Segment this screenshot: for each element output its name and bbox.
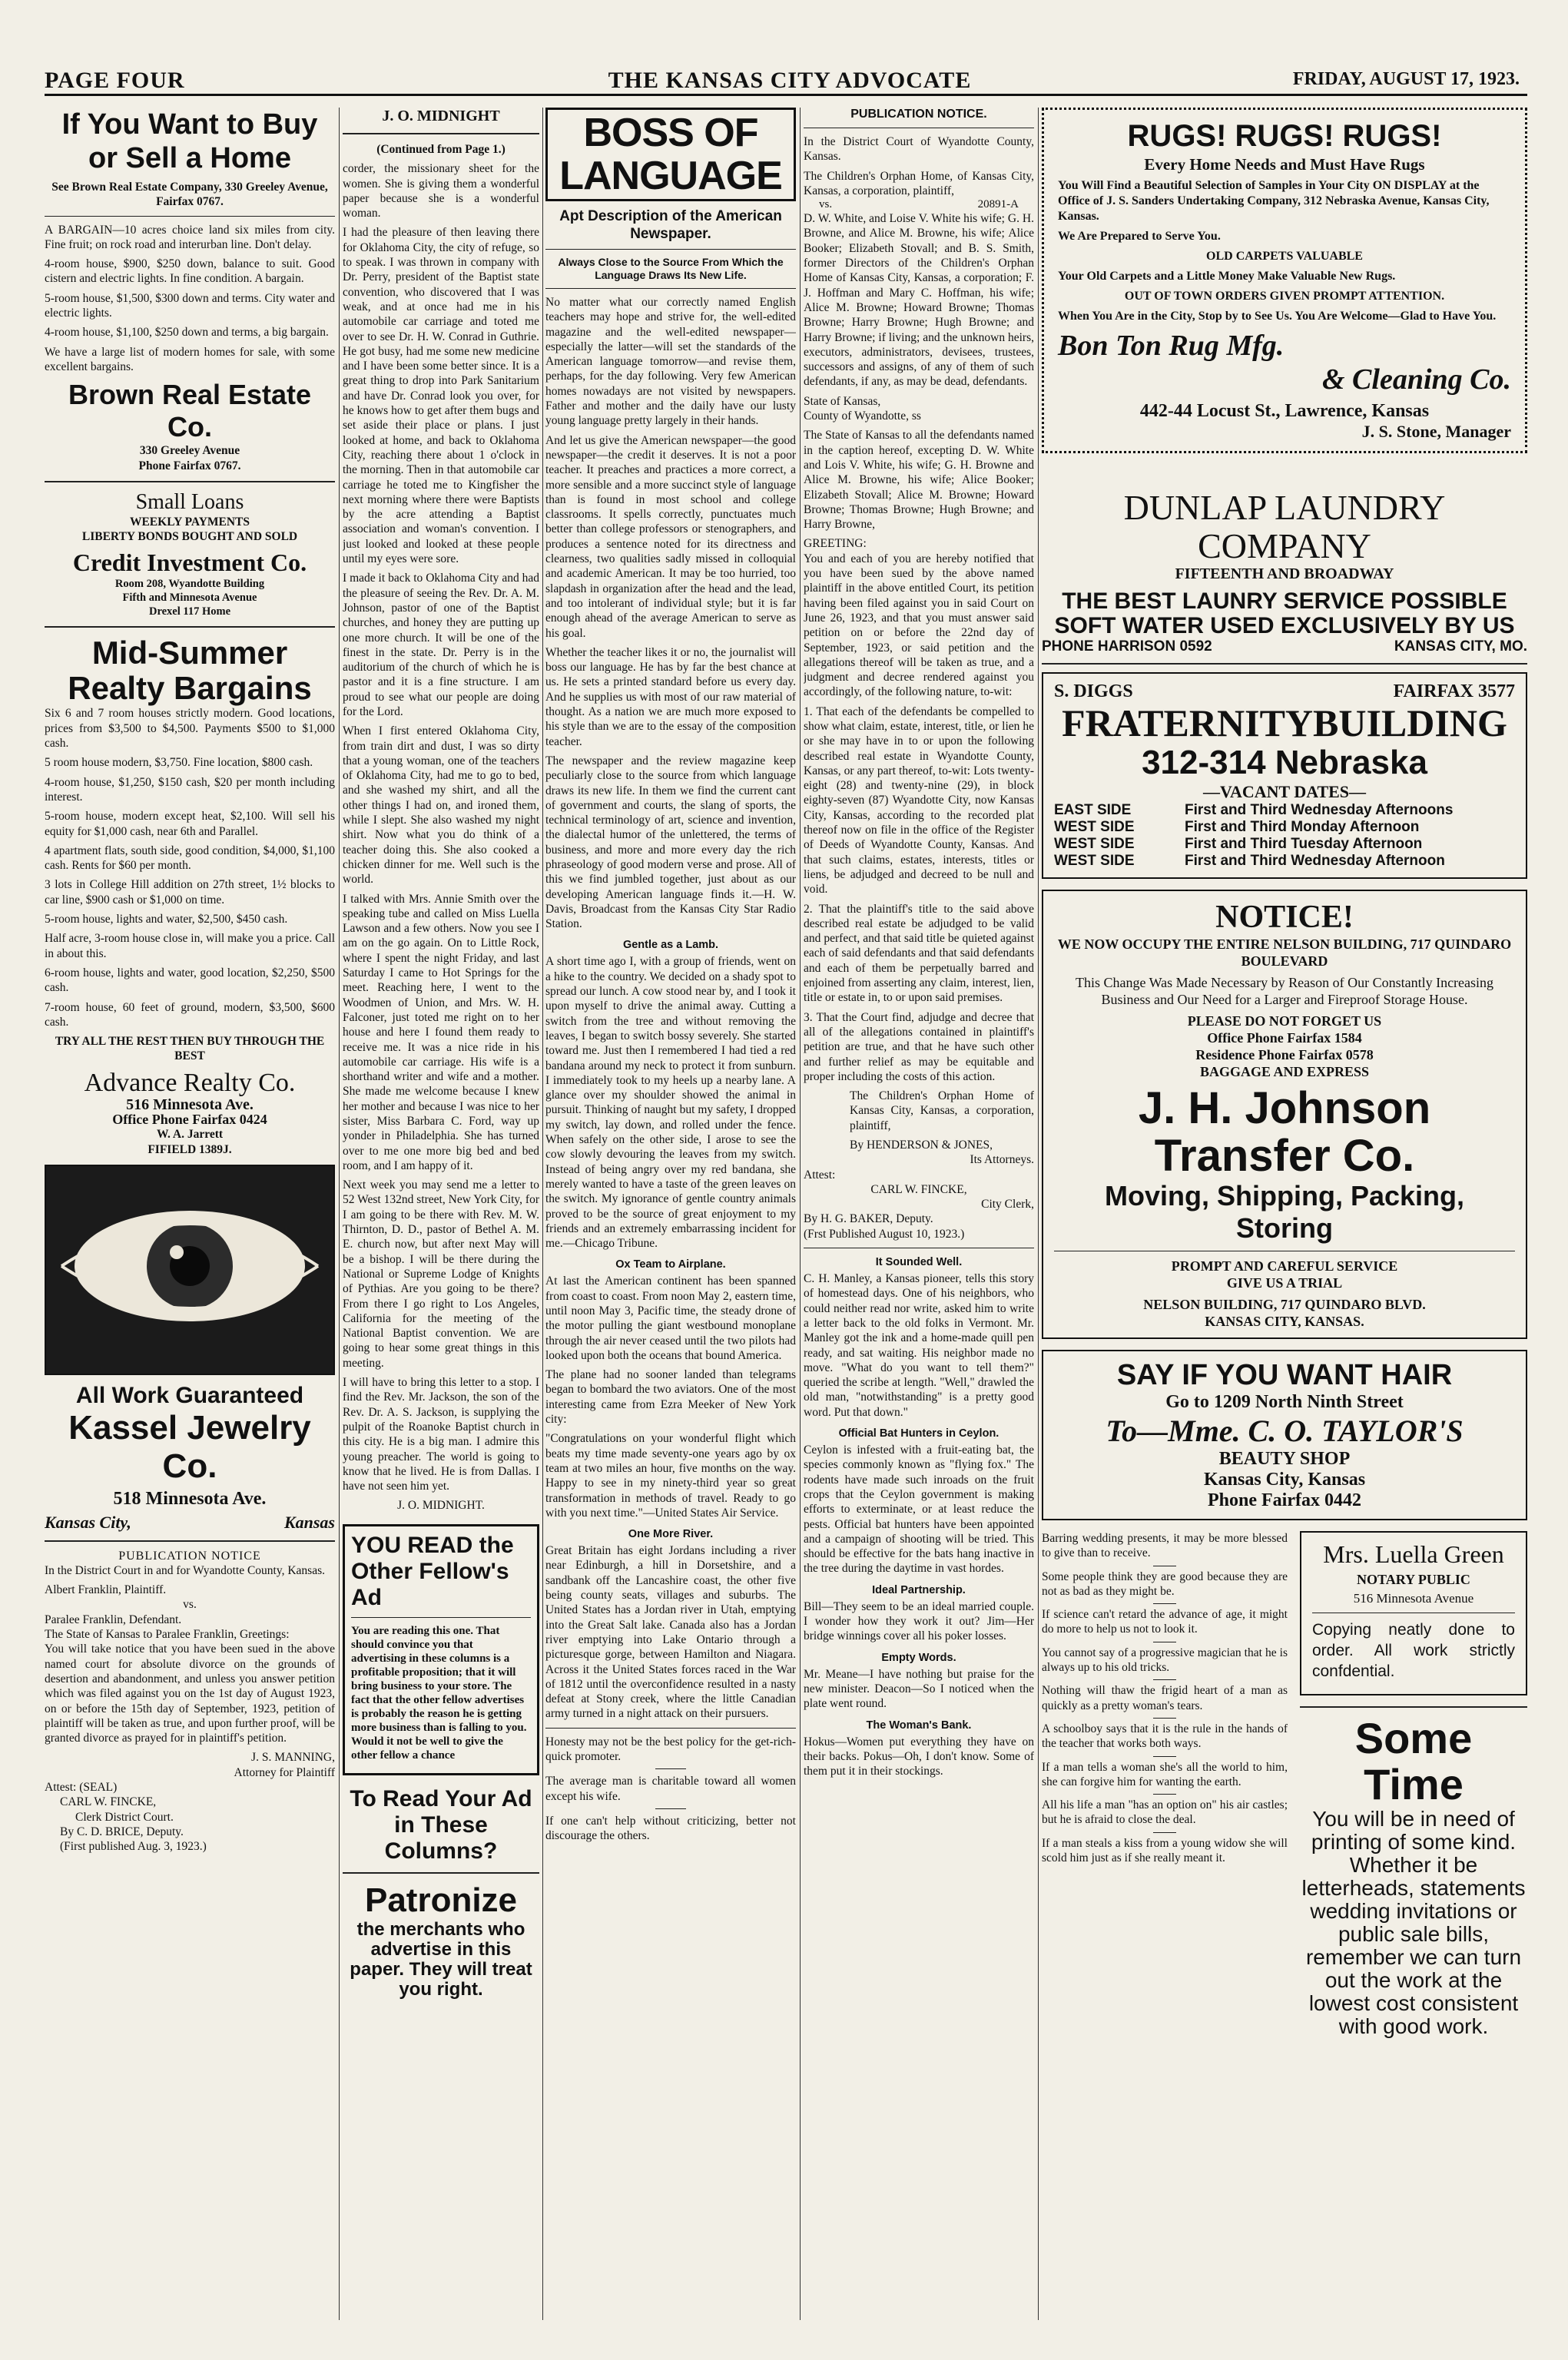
listing: We have a large list of modern homes for sale, with some excellent bargains. bbox=[45, 345, 335, 373]
listing: 5-room house, $1,500, $300 down and terms. City water and electric lights. bbox=[45, 291, 335, 320]
dunlap-soft: SOFT WATER USED EXCLUSIVELY BY US bbox=[1054, 613, 1515, 638]
article-paragraph: Bill—They seem to be an ideal married couple. I wonder how they work it out? Jim—Her bridge winnings cover all his poker losses. bbox=[804, 1599, 1034, 1643]
luella-name: Mrs. Luella Green bbox=[1323, 1540, 1504, 1568]
column-rule bbox=[1038, 108, 1039, 2320]
realty-item: 4 apartment flats, south side, good condition, $4,000, $1,100 cash. Rents for $60 per month. bbox=[45, 844, 335, 873]
mid-summer-title: Mid-Summer Realty Bargains bbox=[68, 635, 312, 707]
kassel-state: Kansas bbox=[283, 1512, 335, 1532]
realty-item: 5-room house, lights and water, $2,500, $450 cash. bbox=[45, 913, 288, 926]
brown-phone: Phone Fairfax 0767. bbox=[138, 459, 241, 472]
notice-line: 3. That the Court find, adjudge and decree that all of the allegations contained in plaintiff's petition are true, and that he have such other and further relief as may be equitable and proper including the costs of this action. bbox=[804, 1010, 1034, 1083]
frat-vacant: —VACANT DATES— bbox=[1202, 782, 1367, 801]
article-paragraph: When I first entered Oklahoma City, from train dirt and dust, I was so dirty that a young woman, one of the teachers of Oklahoma City, had me to go to bed, and she washed my shirt, and all the other things I had on, and ironed them, while I slept. She also washed my night shirt. Now what you do think of a teacher doing this. She also cooked a chicken dinner for me. Well such is the world. bbox=[343, 724, 539, 887]
publication-notice-title: PUBLICATION NOTICE. bbox=[850, 108, 987, 121]
rugs-sub: Every Home Needs and Must Have Rugs bbox=[1144, 155, 1425, 174]
notice-line: In the District Court in and for Wyandotte County, Kansas. bbox=[45, 1563, 325, 1577]
notice-line: County of Wyandotte, ss bbox=[804, 409, 921, 423]
frat-row bbox=[1054, 802, 1515, 819]
notice-clerk: CARL W. FINCKE, bbox=[60, 1795, 157, 1809]
filler-item: All his life a man "has an option on" his air castles; but he is afraid to close the deal. bbox=[1042, 1798, 1288, 1827]
midnight-title: J. O. MIDNIGHT bbox=[382, 108, 500, 124]
article-paragraph: The newspaper and the review magazine keep peculiarly close to the source from which language draws its new life. In them we find the current cant of government and courts, the slang of sports, the technical terminology of art, science and invention, the dialectal humor of the unlettered, the terms of business, and more and more every day the rich phraseology of good modern verse and prose. All of this we find jumbled together, just about as our developing American language finds it.—H. W. Davis, Broadcast from the Kansas City Star Radio Station. bbox=[545, 754, 796, 931]
boss-deck: Always Close to the Source From Which the Language Draws Its New Life. bbox=[558, 256, 784, 281]
luella-title: NOTARY PUBLIC bbox=[1357, 1572, 1470, 1587]
realty-item: Half acre, 3-room house close in, will make you a price. Call in about this. bbox=[45, 932, 335, 960]
notice-attest: Attest: bbox=[804, 1168, 836, 1182]
listing: 4-room house, $1,100, $250 down and terms, a big bargain. bbox=[45, 326, 329, 340]
loans-title: Small Loans bbox=[135, 489, 244, 514]
article-paragraph: "Congratulations on your wonderful flight which beats my time made seventy-one years ago by ox team at two miles an hour, five months on the way. Happy to see in my ninety-third year so great transformation in methods of travel. Ready to go with you next time."—United States Air Service. bbox=[545, 1432, 796, 1520]
column-3 bbox=[545, 108, 796, 2320]
realty-item: 4-room house, $1,250, $150 cash, $20 per month including interest. bbox=[45, 775, 335, 804]
frat-row bbox=[1054, 853, 1515, 870]
you-read-text: You are reading this one. That should convince you that advertising in these columns is a profitable proposition; that it will bring business to your store. The fact that the other fellow advertises is probably the reason he is getting more business than is falling to you. Would it not be well to give the other fellow a chance bbox=[351, 1624, 527, 1762]
frat-when: First and Third Monday Afternoon bbox=[1185, 819, 1420, 835]
advance-address: 516 Minnesota Ave. bbox=[126, 1095, 254, 1113]
divider bbox=[1153, 1794, 1176, 1795]
notice-line: This Change Was Made Necessary by Reason of Our Constantly Increasing Business and Our Need for a Larger and Fireproof Storage House. bbox=[1075, 975, 1494, 1007]
frat-phone: FAIRFAX 3577 bbox=[1393, 681, 1515, 701]
notice-signature: Its Attorneys. bbox=[970, 1153, 1034, 1167]
boss-of-language-headline: BOSS OF LANGUAGE bbox=[545, 108, 796, 201]
advance-phone: Office Phone Fairfax 0424 bbox=[112, 1111, 267, 1127]
kassel-guarantee: All Work Guaranteed bbox=[75, 1382, 304, 1408]
realty-item: 7-room house, 60 feet of ground, modern, $3,500, $600 cash. bbox=[45, 1000, 335, 1029]
some-time-headline: Some Time bbox=[1354, 1714, 1473, 1808]
fraternity-building-ad bbox=[1042, 672, 1527, 879]
notice-line: 2. That the plaintiff's title to the said above described real estate be adjudged to be valid and perfect, and that said title be quieted against each of said defendants and that said defendants and each of them be perpetually barred and enjoined from asserting any claim, interest, lien, title or estate in, to or upon said premises. bbox=[804, 902, 1034, 1005]
divider bbox=[545, 288, 796, 289]
credit-line: Room 208, Wyandotte Building bbox=[114, 578, 265, 591]
article-paragraph: Hokus—Women put everything they have on their backs. Pokus—Oh, I don't know. Some of them put it in their stockings. bbox=[804, 1735, 1034, 1778]
listing: 4-room house, $900, $250 down, balance to suit. Good cistern and electric lights. In fine condition. A bargain. bbox=[45, 257, 335, 286]
notice-title: NOTICE! bbox=[1215, 900, 1354, 935]
hair-go: Go to 1209 North Ninth Street bbox=[1165, 1392, 1404, 1412]
kassel-city: Kansas City, bbox=[45, 1512, 131, 1532]
divider bbox=[1153, 1718, 1176, 1719]
advance-fifield: FIFIELD 1389J. bbox=[148, 1142, 232, 1156]
notice-clerk: CARL W. FINCKE, bbox=[870, 1182, 967, 1196]
divider bbox=[1153, 1756, 1176, 1757]
filler-item: If a man steals a kiss from a young widow she will scold him just as if she really meant it. bbox=[1042, 1836, 1288, 1865]
rugs-when: When You Are in the City, Stop by to See Us. You Are Welcome—Glad to Have You. bbox=[1058, 310, 1497, 323]
page-label: PAGE FOUR bbox=[45, 68, 185, 93]
divider bbox=[45, 1540, 335, 1542]
section-title: Official Bat Hunters in Ceylon. bbox=[838, 1427, 999, 1440]
dunlap-phone: PHONE HARRISON 0592 bbox=[1042, 638, 1212, 655]
notice-vs: vs. bbox=[819, 198, 833, 211]
notice-signature: J. S. MANNING, bbox=[251, 1751, 335, 1765]
section-title: The Woman's Bank. bbox=[866, 1719, 972, 1732]
notice-clerk: City Clerk, bbox=[981, 1198, 1034, 1211]
johnson-building: NELSON BUILDING, 717 QUINDARO BLVD. bbox=[1143, 1297, 1426, 1312]
notice-line: The State of Kansas to all the defendants named in the caption hereof, excepting D. W. White and Lois V. White, his wife; G. H. Browne and Alice M. Browne, his wife; Alice Booker; Elizabeth Stovall; Alice M. Browne; Howard Browne; Thomas Browne; Hugh Browne; and Harry Browne, bbox=[804, 429, 1034, 532]
brown-intro: See Brown Real Estate Company, 330 Greeley Avenue, Fairfax 0767. bbox=[51, 181, 328, 209]
notice-line: The Children's Orphan Home, of Kansas City, Kansas, a corporation, plaintiff, bbox=[804, 169, 1034, 197]
notice-deputy: By H. G. BAKER, Deputy. bbox=[804, 1212, 933, 1226]
rugs-text: You Will Find a Beautiful Selection of Samples in Your City ON DISPLAY at the Office of J. S. Sanders Undertaking Company, 312 Nebraska Avenue, Kansas City, Kansas. bbox=[1058, 179, 1490, 223]
masthead bbox=[45, 68, 1527, 96]
johnson-moving: Moving, Shipping, Packing, Storing bbox=[1104, 1180, 1465, 1244]
hair-shop: BEAUTY SHOP bbox=[1218, 1449, 1351, 1469]
column-rule bbox=[800, 108, 801, 2320]
notice-line: vs. bbox=[183, 1598, 197, 1612]
luella-ad bbox=[1300, 1531, 1527, 1695]
frat-side: WEST SIDE bbox=[1054, 836, 1135, 852]
divider bbox=[545, 1728, 796, 1729]
notice-residence: Residence Phone Fairfax 0578 bbox=[1195, 1047, 1374, 1062]
article-paragraph: corder, the missionary sheet for the women. She is giving them a wonderful paper because she is a wonderful woman. bbox=[343, 162, 539, 220]
realty-item: Six 6 and 7 room houses strictly modern. Good locations, prices from $3,500 to $4,500. Payments $500 to $1,000 cash. bbox=[45, 707, 335, 751]
johnson-trial: GIVE US A TRIAL bbox=[1226, 1275, 1343, 1291]
notice-clerk: Clerk District Court. bbox=[75, 1810, 174, 1824]
notice-signature: By HENDERSON & JONES, bbox=[850, 1139, 993, 1152]
section-title: One More River. bbox=[628, 1528, 714, 1541]
publication-notice-title: PUBLICATION NOTICE bbox=[118, 1549, 261, 1563]
brown-address: 330 Greeley Avenue bbox=[139, 444, 240, 458]
notice-line: D. W. White, and Loise V. White his wife; G. H. Browne, and Alice M. Browne, his wife; Alice Booker; Elizabeth Stovall; and B. S. Smith, former Directors of the Children's Orphan Home of Kansas City, Kansas, a corporation; F. J. Hoffman and Mary C. Hoffman, his wife; Alice M. Browne; Howard Browne; Thomas Browne; Harry Browne; Hugh Browne; and Harry Browne; if living; and the unknown heirs, executors, administrators, devisees, trustees, successors and assigns, of any of them of such defendants, if any, as may be dead, defendants. bbox=[804, 212, 1034, 389]
article-paragraph: I had the pleasure of then leaving there for Oklahoma City, the city of refuge, so to speak. I was thrown in company with Dr. Perry, president of the Baptist state convention, who discovered that I was weak, and at once had me in his automobile car carriage and toted me over to see Dr. H. W. Conrad in Guthrie. He got busy, had me some new medicine and I have been some better since. It is a great thing to drop into Park Sanitarium and have Dr. Conrad look you over, for he knows how to get after them bugs and set aside their place or plans. I just looked at home, and back to Oklahoma City, reaching there about 1 o'clock in the morning. Then in that automobile car carriage he toted me to Kingfisher the next morning where there were Baptists by the acre attending a Baptist association and woman's convention. I just looked and looked at these people until my eyes were sore. bbox=[343, 226, 539, 566]
bonton-name-2: & Cleaning Co. bbox=[1322, 363, 1511, 396]
article-paragraph: At last the American continent has been spanned from coast to coast. From noon May 2, eastern time, until noon May 3, Pacific time, the steady drone of the motor pulling the giant westbound monoplane through the air never ceased until the two pilots had looked upon both the oceans that bound America. bbox=[545, 1274, 796, 1362]
frat-side: WEST SIDE bbox=[1054, 853, 1135, 869]
notice-line: You will take notice that you have been sued in the above named court for absolute divorce on the grounds of desertion and abandonment, and unless you answer petition which was filed against you on the 1st day of August 1923, on or before the 15th day of September, 1923, petition of plaintiff will be taken as true, and upon further proof, will be granted divorce as prayed for in plaintiff's petition. bbox=[45, 1642, 335, 1745]
credit-line: Drexel 117 Home bbox=[148, 605, 231, 618]
dunlap-best: THE BEST LAUNRY SERVICE POSSIBLE bbox=[1062, 588, 1507, 614]
kassel-address: 518 Minnesota Ave. bbox=[113, 1488, 267, 1509]
issue-date: FRIDAY, AUGUST 17, 1923. bbox=[1292, 69, 1520, 89]
you-read-headline: YOU READ the Other Fellow's Ad bbox=[351, 1532, 514, 1610]
article-paragraph: I talked with Mrs. Annie Smith over the speaking tube and called on Miss Luella Lawson and a few others. Now you see I am on the go again. On to Little Rock, where I spent the night Friday, and last Saturday I came to Hot Springs for the meet. Reaching here, I went to the Woodmen of Union, and Mrs. W. H. Falconer, just toted me right on to her house and here I found them ready to receive me. It was a nice ride in his automobile car carriage. His wife is a shorthand writer and wife and a mother. She made me welcome because I knew her mother and because I was nice to her sister, Miss Barbara C. Ford, way up yonder in Philadelphia. She has turned over to me one more big bed and bed room, and I am happy of it. bbox=[343, 892, 539, 1172]
section-title: It Sounded Well. bbox=[875, 1256, 963, 1269]
filler-item: You cannot say of a progressive magician that he is always up to his old tricks. bbox=[1042, 1646, 1288, 1675]
article-paragraph: Ceylon is infested with a fruit-eating bat, the species commonly known as "flying fox." The rodents have made such inroads on the fruit crops that the Ceylon government is making efforts to exterminate, or at least reduce the pests. Official bat hunters have been appointed and a campaign of shooting will be tried. This should be effective for the bats hang inactive in the tree during the daytime in vast hordes. bbox=[804, 1444, 1034, 1576]
rugs-old: OLD CARPETS VALUABLE bbox=[1206, 250, 1363, 263]
notice-attest: Attest: (SEAL) bbox=[45, 1781, 118, 1795]
dunlap-city: KANSAS CITY, MO. bbox=[1394, 638, 1527, 655]
notice-office: Office Phone Fairfax 1584 bbox=[1207, 1030, 1362, 1046]
luella-text: Copying neatly done to order. All work strictly confdential. bbox=[1312, 1621, 1515, 1680]
listing: A BARGAIN—10 acres choice land six miles from city. Fine fruit; on rock road and interurban line. Don't delay. bbox=[45, 223, 335, 251]
article-paragraph: I will have to bring this letter to a stop. I find the Rev. Mr. Jackson, the son of the Rev. Dr. A. S. Jackson, is supplying the pulpit of the Roanoke Baptist church in this city. He is a big man. I admire this young preacher. The world is going to know that he lived. He is from Dallas. I have not seen him yet. bbox=[343, 1376, 539, 1493]
bonton-address: 442-44 Locust St., Lawrence, Kansas bbox=[1139, 401, 1430, 421]
frat-owner: S. DIGGS bbox=[1054, 681, 1133, 701]
credit-line: Fifth and Minnesota Avenue bbox=[122, 592, 257, 605]
realty-item: 6-room house, lights and water, good location, $2,250, $500 cash. bbox=[45, 966, 335, 995]
rugs-title: RUGS! RUGS! RUGS! bbox=[1127, 119, 1442, 153]
filler-item: If science can't retard the advance of age, it might do more to help us not to look it. bbox=[1042, 1608, 1288, 1636]
hair-title: SAY IF YOU WANT HAIR bbox=[1116, 1359, 1453, 1391]
you-read-ad-box bbox=[343, 1524, 539, 1775]
column-rule bbox=[542, 108, 543, 2320]
article-paragraph: Mr. Meane—I have nothing but praise for the new minister. Deacon—So I noticed when the plate went round. bbox=[804, 1667, 1034, 1711]
divider bbox=[1153, 1679, 1176, 1680]
column-5 bbox=[1042, 108, 1527, 2320]
frat-row bbox=[1054, 819, 1515, 836]
column-2 bbox=[343, 108, 539, 2320]
loans-line: LIBERTY BONDS BOUGHT AND SOLD bbox=[81, 530, 298, 544]
divider bbox=[655, 1768, 686, 1769]
notice-first-published: (First published Aug. 3, 1923.) bbox=[60, 1840, 207, 1854]
rugs-ad bbox=[1042, 108, 1527, 453]
article-paragraph: Whether the teacher likes it or no, the journalist will boss our language. He has by far the best chance at us. He sets a printed standard before us every day. And he supplies us with most of our raw material of thought. As a nation we are much more exposed to his style than we are to the essay of the composition teacher. bbox=[545, 645, 796, 748]
notice-line: Albert Franklin, Plaintiff. bbox=[45, 1583, 167, 1597]
notice-line: The State of Kansas to Paralee Franklin, Greetings: bbox=[45, 1628, 290, 1642]
hair-taylor: To—Mme. C. O. TAYLOR'S bbox=[1106, 1414, 1464, 1448]
hair-city: Kansas City, Kansas bbox=[1203, 1470, 1366, 1490]
johnson-transfer-ad bbox=[1042, 890, 1527, 1339]
article-paragraph: And let us give the American newspaper—the good newspaper—the credit it deserves. It is not a poor teacher. It preaches and practices a more correct, a more sensible and a more succinct style of language than is found in most school and college classrooms. It spells correctly, punctuates much better than college professors or stenographers, and produces a sentence noted for its directness and clearness, two qualities sadly missed in colloquial and academic American. It may be too hurried, too slapdash in organization after the head and the lead, and too intolerant of individual style; but it is far enough ahead of the average American to serve as his goal. bbox=[545, 433, 796, 640]
frat-when: First and Third Wednesday Afternoon bbox=[1185, 853, 1445, 869]
filler-item: A schoolboy says that it is the rule in the hands of the teacher that works both ways. bbox=[1042, 1722, 1288, 1751]
article-paragraph: No matter what our correctly named English teachers may hope and strive for, the well-edited magazine and the well-edited newspaper—especially the latter—will set the standards of the American language tomorrow—and revise them, perhaps, for the day following. Very few American homes nowadays are not visited by newspapers. Father and mother and the daily have our lusty young language pretty largely in their hands. bbox=[545, 296, 796, 428]
frat-header-row bbox=[1054, 681, 1515, 702]
divider bbox=[351, 1617, 531, 1618]
realty-item: 5 room house modern, $3,750. Fine location, $800 cash. bbox=[45, 756, 313, 770]
frat-side: WEST SIDE bbox=[1054, 819, 1135, 835]
frat-when: First and Third Tuesday Afternoon bbox=[1185, 836, 1423, 852]
brown-realty-name: Brown Real Estate Co. bbox=[68, 379, 312, 443]
bonton-manager: J. S. Stone, Manager bbox=[1361, 422, 1511, 441]
divider bbox=[1153, 1603, 1176, 1604]
kassel-name: Kassel Jewelry Co. bbox=[68, 1408, 311, 1485]
filler-item: Some people think they are good because they are not as bad as they might be. bbox=[1042, 1569, 1288, 1598]
some-time-text: You will be in need of printing of some kind. Whether it be letterheads, statements wedding invitations or public sale bills, remember we can turn out the work at the lowest cost consistent with good work. bbox=[1301, 1807, 1526, 2038]
rugs-out: OUT OF TOWN ORDERS GIVEN PROMPT ATTENTION. bbox=[1124, 290, 1445, 303]
advance-realty-name: Advance Realty Co. bbox=[84, 1068, 296, 1097]
fillers-column bbox=[1042, 1531, 1288, 2038]
notice-forget: PLEASE DO NOT FORGET US bbox=[1187, 1013, 1382, 1029]
frat-address: 312-314 Nebraska bbox=[1142, 744, 1427, 781]
right-ads-column bbox=[1300, 1531, 1527, 2038]
divider bbox=[45, 626, 335, 628]
bonton-name: Bon Ton Rug Mfg. bbox=[1058, 330, 1285, 362]
article-paragraph: A short time ago I, with a group of friends, went on a hike to the country. We decided on a shady spot to spread our lunch. A cow stood near by, and I took it upon myself to drive the animal away. Cutting a switch from the tree and without removing the leaves, I began to switch bossy severely. She started toward me. Just then I remembered I had tied a red bandana around my neck to protect it from sunburn. I immediately took to my heels up a nearby lane. A glance over my shoulder showed the animal in pursuit. Thinking of naught but my safety, I dropped my switch, lay down, and rolled under the fence. When safely on the other side, I arose to see the cow slowly devouring the leaves from my switch. Instead of being angry over my red bandana, she merely wanted to have a taste of the green leaves on the switch. My ignorance of gentle country animals proved to be the source of great enjoyment to my friends and an extremely embarrassing incident for me.—Chicago Tribune. bbox=[545, 955, 796, 1251]
filler-item: Honesty may not be the best policy for the get-rich-quick promoter. bbox=[545, 1735, 796, 1764]
notice-signature: Attorney for Plaintiff bbox=[234, 1765, 335, 1779]
divider bbox=[545, 249, 796, 250]
frat-when: First and Third Wednesday Afternoons bbox=[1185, 802, 1454, 818]
rugs-prepared: We Are Prepared to Serve You. bbox=[1058, 230, 1221, 243]
filler-item: The average man is charitable toward all women except his wife. bbox=[545, 1775, 796, 1803]
notice-line: In the District Court of Wyandotte County, Kansas. bbox=[804, 135, 1034, 164]
frat-side: EAST SIDE bbox=[1054, 802, 1132, 818]
column-1 bbox=[45, 108, 335, 2320]
article-paragraph: Next week you may send me a letter to 52 West 132nd street, New York City, for I am going to be there with Rev. M. W. Thirnton, D. D., pastor of Bethel A. M. E. church now, but after next May will be a bishop. I will be there during the National or Supreme Lodge of Knights of Pythias. Are you going to be there? From there I go right to Los Angeles, California for the meeting of the National Baptist convention. We are going to hear some great things in this meeting. bbox=[343, 1178, 539, 1370]
notice-line: State of Kansas, bbox=[804, 394, 881, 408]
case-number: 20891-A bbox=[977, 198, 1019, 211]
divider bbox=[45, 216, 335, 217]
eye-logo-icon bbox=[46, 1166, 333, 1374]
patronize-text: the merchants who advertise in this paper. They will treat you right. bbox=[350, 1918, 532, 2000]
divider bbox=[655, 1808, 686, 1809]
article-paragraph: I made it back to Oklahoma City and had the pleasure of seeing the Rev. Dr. A. M. Johnson, pastor of one of the Baptist churches, and honey they are putting up one more church. It will be one of the finest in the state. Dr. Perry is in the auditorium of the church of which he is pastor and it is a fine structure. I am proud to see what our people are doing for the Lord. bbox=[343, 572, 539, 718]
continued-note: (Continued from Page 1.) bbox=[376, 143, 506, 156]
johnson-name: J. H. Johnson Transfer Co. bbox=[1138, 1083, 1431, 1181]
jewelry-eye-illustration bbox=[45, 1165, 335, 1375]
dunlap-contact-row bbox=[1042, 638, 1527, 655]
article-paragraph: The plane had no sooner landed than telegrams began to bombard the two aviators. One of the most interesting came from Ezra Meeker of New York city: bbox=[545, 1368, 796, 1427]
buy-home-headline: If You Want to Buy or Sell a Home bbox=[61, 108, 318, 174]
frat-title: FRATERNITYBUILDING bbox=[1062, 701, 1507, 744]
kassel-city-row bbox=[45, 1513, 335, 1533]
realty-item: 3 lots in College Hill addition on 27th street, 1½ blocks to car line, $900 cash or $1,000 on time. bbox=[45, 878, 335, 907]
dunlap-name: DUNLAP LAUNDRY COMPANY bbox=[1123, 488, 1446, 565]
notice-first-published: (Frst Published August 10, 1923.) bbox=[804, 1227, 965, 1241]
article-paragraph: Great Britain has eight Jordans including a river near Edinburgh, a hill in Dorsetshire, and a sandbank off the Lancashire coast, the other five being county seats, villages and suburbs. The United States has a Jordan river in Utah, emptying into the Great Salt lake. Canada also has a Jordan river emptying into Lake Ontario through a picturesque gorge, between Hamilton and Niagara. Across it the United States forces raced in the War of 1812 until the overconfidence resulted in a nasty defeat at Stony creek, where the little Canadian army turned in a night attack on their pursuers. bbox=[545, 1544, 796, 1721]
lower-section bbox=[1042, 1531, 1527, 2038]
try-all: TRY ALL THE REST THEN BUY THROUGH THE BEST bbox=[55, 1035, 325, 1063]
divider bbox=[1153, 1832, 1176, 1833]
notice-line: Paralee Franklin, Defendant. bbox=[45, 1613, 182, 1626]
notice-deputy: By C. D. BRICE, Deputy. bbox=[60, 1825, 184, 1838]
divider bbox=[1042, 663, 1527, 665]
hair-ad bbox=[1042, 1350, 1527, 1520]
johnson-prompt: PROMPT AND CAREFUL SERVICE bbox=[1171, 1258, 1398, 1274]
advance-person: W. A. Jarrett bbox=[156, 1128, 224, 1142]
realty-item: 5-room house, modern except heat, $2,100. Will sell his equity for $1,000 cash, near 6th and Parallel. bbox=[45, 810, 335, 838]
section-title: Empty Words. bbox=[881, 1651, 956, 1664]
hair-phone: Phone Fairfax 0442 bbox=[1208, 1490, 1361, 1510]
notice-signature: The Children's Orphan Home of Kansas City, Kansas, a corporation, plaintiff, bbox=[850, 1089, 1034, 1132]
divider bbox=[1300, 1706, 1527, 1708]
notice-line: You and each of you are hereby notified that you have been sued by the above named plaintiff in the above entitled Court, its petition having been filed against you in said Court on June 26, 1923, and that you must answer said petition on or before the 22nd day of September, 1923, or said petition and the allegations thereof will be taken as true, and a judgment and decree rendered against you accordingly, of the following nature, to-wit: bbox=[804, 552, 1034, 699]
divider bbox=[343, 1872, 539, 1874]
to-read-ad: To Read Your Ad in These Columns? bbox=[350, 1785, 532, 1864]
notice-line: WE NOW OCCUPY THE ENTIRE NELSON BUILDING, 717 QUINDARO BOULEVARD bbox=[1057, 936, 1512, 969]
section-title: Gentle as a Lamb. bbox=[622, 939, 719, 952]
boss-subhead: Apt Description of the American Newspaper. bbox=[559, 208, 782, 242]
notice-line: 1. That each of the defendants be compelled to show what claim, estate, interest, title, or lien he or she may have in to or upon the following described real estate in Wyandotte County, Kansas, or any part thereof, to-wit: Lots twenty-eight (28) and twenty-nine (29), in block eighty-seven (87) Wyandotte City, now Kansas City, Kansas, according to the recorded plat thereof now on file in the office of the Register of Deeds of Wyandotte County, Kansas. And that such claims, estates, interests, titles or liens, be adjudged and decreed to be null and void. bbox=[804, 704, 1034, 897]
notice-line: GREETING: bbox=[804, 537, 867, 551]
filler-item: If a man tells a woman she's all the world to him, she can forgive him for wanting the earth. bbox=[1042, 1760, 1288, 1788]
patronize-headline: Patronize bbox=[364, 1881, 518, 1919]
section-title: Ox Team to Airplane. bbox=[615, 1258, 726, 1271]
johnson-city: KANSAS CITY, KANSAS. bbox=[1205, 1314, 1364, 1329]
divider bbox=[45, 481, 335, 482]
luella-address: 516 Minnesota Avenue bbox=[1353, 1591, 1474, 1606]
dunlap-location: FIFTEENTH AND BROADWAY bbox=[1175, 565, 1394, 582]
divider bbox=[343, 133, 539, 134]
notice-baggage: BAGGAGE AND EXPRESS bbox=[1199, 1064, 1370, 1079]
filler-item: Nothing will thaw the frigid heart of a man as quickly as a pretty woman's tears. bbox=[1042, 1684, 1288, 1712]
column-4 bbox=[804, 108, 1034, 2320]
article-signoff: J. O. MIDNIGHT. bbox=[397, 1499, 485, 1513]
vs-row bbox=[804, 198, 1034, 211]
column-rule bbox=[339, 108, 340, 2320]
section-title: Ideal Partnership. bbox=[872, 1583, 966, 1596]
paper-name: THE KANSAS CITY ADVOCATE bbox=[608, 68, 972, 93]
filler-item: If one can't help without criticizing, better not discourage the others. bbox=[545, 1814, 796, 1843]
loans-line: WEEKLY PAYMENTS bbox=[129, 515, 250, 529]
rugs-old-text: Your Old Carpets and a Little Money Make Valuable New Rugs. bbox=[1058, 270, 1396, 283]
frat-row bbox=[1054, 836, 1515, 853]
filler-item: Barring wedding presents, it may be more blessed to give than to receive. bbox=[1042, 1532, 1288, 1560]
credit-name: Credit Investment Co. bbox=[72, 549, 307, 577]
article-paragraph: C. H. Manley, a Kansas pioneer, tells this story of homestead days. One of his neighbors, who could neither read nor write, asked him to write a letter back to the old folks in Vermont. Mr. Manley got the ink and a home-made quill pen ready, and sat waiting. His neighbor made no move. "What do you want to tell them?" queried the scribe at length. "Well," drawled the old man, "notwithstanding" is a pretty good word. Put that down." bbox=[804, 1272, 1034, 1419]
